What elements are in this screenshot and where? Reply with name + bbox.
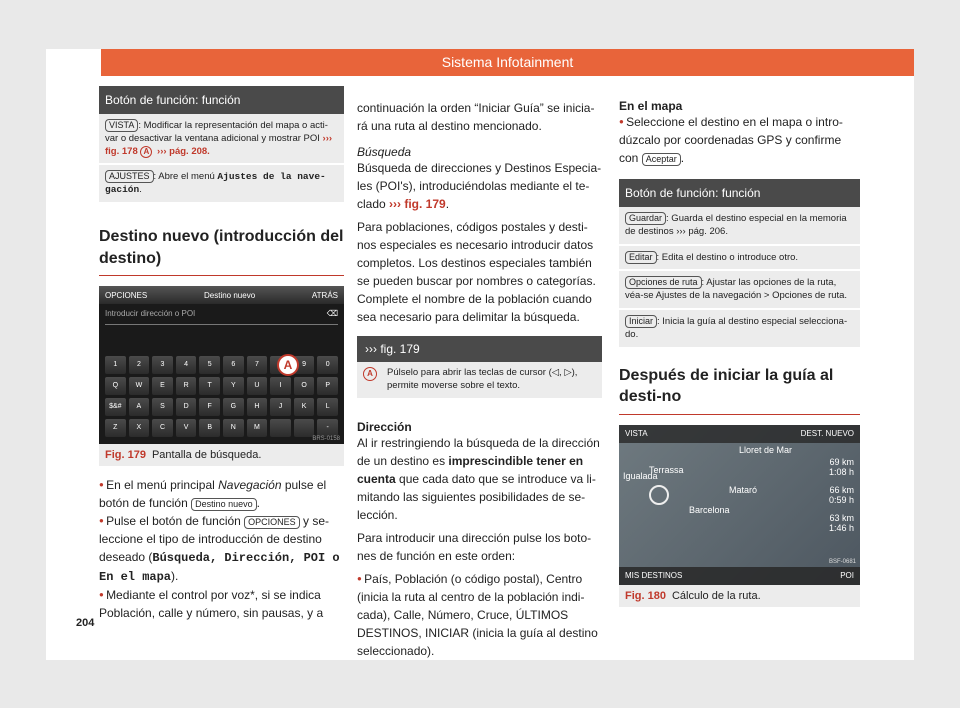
key-31[interactable]: X (129, 419, 150, 437)
key-36[interactable]: M (247, 419, 268, 437)
text: y se-leccione el tipo de introducción de destino deseado ( (99, 514, 330, 565)
text-em: Navegación (218, 478, 282, 493)
fig-ref[interactable]: ››› fig. 178 (105, 132, 333, 157)
text: Búsqueda de direcciones y Destinos Especia-les (POI's), introduciéndolas mediante el te-clado (357, 161, 602, 211)
key-39[interactable]: - (317, 419, 338, 437)
function-text: : Inicia la guía al destino especial selecciona-do. (625, 316, 848, 340)
map-top-bar (619, 425, 860, 443)
keyboard (99, 352, 344, 441)
step-2: ● Pulse el botón de función OPCIONES y se-leccione el tipo de introducción de destino deseado (Búsqueda, Dirección, POI o En el mapa). (99, 512, 344, 586)
function-table (619, 207, 860, 349)
function-text: : Ajustar las opciones de la ruta, véa-se Ajustes de la navegación > Opciones de ruta. (625, 277, 848, 302)
function-table-title: Botón de función: función (619, 179, 860, 207)
key-ajustes: AJUSTES (105, 170, 154, 183)
map-place-label: Igualada (623, 470, 658, 481)
route-time: 1:08 (828, 466, 847, 477)
key-24[interactable]: F (199, 398, 220, 416)
fig-ref-row (357, 362, 602, 398)
text-bold: imprescindible tener en cuenta (357, 453, 584, 486)
new-destination-button[interactable]: DEST. NUEVO (800, 429, 854, 439)
key-10[interactable]: Q (105, 377, 126, 395)
function-text: : Modificar la representación del mapa o acti-var o desactivar la ventana adicional y mostrar POI (105, 120, 328, 144)
function-key: Iniciar (625, 315, 657, 328)
caption-text: Cálculo de la ruta. (671, 589, 761, 602)
key-9[interactable]: 0 (317, 356, 338, 374)
step-map: ● Seleccione el destino en el mapa o intro-dúzcalo por coordenadas GPS y confirme con Aceptar . (619, 113, 860, 167)
fig-ref-text: Púlselo para abrir las teclas de cursor (◁, ▷), permite moverse sobre el texto. (387, 367, 578, 391)
key-37[interactable] (270, 419, 291, 437)
manual-page (46, 49, 914, 660)
figure-179 (99, 286, 344, 444)
paragraph: Para introducir una dirección pulse los boto-nes de función en este orden: (357, 530, 592, 563)
fig-ref[interactable]: ››› fig. 179 (389, 197, 446, 211)
section-heading: Después de iniciar la guía al desti-no (619, 365, 860, 415)
key-18[interactable]: O (294, 377, 315, 395)
location-marker-icon (649, 485, 669, 505)
paragraph: continuación la orden “Iniciar Guía” se inicia-rá una ruta al destino mencionado. (357, 101, 595, 133)
key-2[interactable]: 3 (152, 356, 173, 374)
key-26[interactable]: H (247, 398, 268, 416)
key-21[interactable]: A (129, 398, 150, 416)
section-header: Sistema Infotainment (101, 49, 914, 76)
caption-text: Pantalla de búsqueda. (151, 449, 262, 462)
search-input[interactable] (105, 309, 338, 325)
key-16[interactable]: U (247, 377, 268, 395)
key-3[interactable]: 4 (176, 356, 197, 374)
column-3 (619, 99, 860, 607)
step-1: ● En el menú principal Navegación pulse el botón de función Destino nuevo . (99, 476, 344, 512)
route-km: 63 (829, 512, 840, 523)
route-option[interactable]: 63 km 1:46 h (828, 512, 854, 533)
paragraph (357, 434, 602, 524)
screen-title: Destino nuevo (204, 290, 256, 300)
option-list: Búsqueda, Dirección, POI o En el mapa (99, 551, 340, 585)
function-row (619, 246, 860, 272)
fig-ref-table-title: ››› fig. 179 (357, 336, 602, 362)
backspace-icon[interactable]: ⌫ (326, 309, 338, 319)
view-button[interactable]: VISTA (625, 429, 648, 439)
section-heading: Destino nuevo (introducción del destino) (99, 226, 344, 276)
text: Seleccione el destino en el mapa o intro-dúzcalo por coordenadas GPS y confirme con (619, 115, 843, 165)
input-placeholder: Introducir dirección o POI (105, 309, 196, 319)
subheading-mapa: En el mapa (619, 99, 683, 113)
route-time: 0:59 (828, 494, 847, 505)
column-2 (357, 99, 602, 660)
map-place-label: Terrassa (649, 464, 684, 475)
my-destinations-button[interactable]: MIS DESTINOS (625, 571, 683, 581)
callout-a-icon: A (140, 146, 152, 158)
function-key: Guardar (625, 212, 666, 225)
function-row-vista (99, 114, 344, 165)
key-6[interactable]: 7 (247, 356, 268, 374)
figure-code: BRS-0158 (312, 436, 340, 443)
route-options (790, 457, 854, 541)
key-27[interactable]: J (270, 398, 291, 416)
key-vista: VISTA (105, 119, 138, 132)
subheading-direccion: Dirección (357, 419, 412, 434)
key-4[interactable]: 5 (199, 356, 220, 374)
step-3: ● Mediante el control por voz*, si se indica Población, calle y número, sin pausas, y a (99, 586, 344, 622)
route-km: 66 (829, 484, 840, 495)
callout-a-marker: A (277, 354, 299, 376)
key-12[interactable]: E (152, 377, 173, 395)
route-km: 69 (829, 456, 840, 467)
map-bottom-bar (619, 567, 860, 585)
paragraph: Búsqueda de direcciones y Destinos Especia-les (POI's), introduciéndolas mediante el te-clado ››› fig. 179. (357, 161, 602, 211)
function-row (619, 271, 860, 310)
figure-caption (99, 444, 344, 466)
function-key: Opciones de ruta (625, 276, 702, 289)
function-row (619, 310, 860, 349)
map-place-label: Mataró (729, 484, 758, 495)
function-row (619, 207, 860, 246)
key-15[interactable]: Y (223, 377, 244, 395)
key-34[interactable]: B (199, 419, 220, 437)
key-11[interactable]: W (129, 377, 150, 395)
function-text: : Edita el destino o introduce otro. (656, 251, 799, 263)
key-14[interactable]: T (199, 377, 220, 395)
options-button[interactable]: OPCIONES (105, 290, 148, 300)
key-19[interactable]: P (317, 377, 338, 395)
key-25[interactable]: G (223, 398, 244, 416)
key-13[interactable]: R (176, 377, 197, 395)
caption-label: Fig. 179 (105, 449, 146, 462)
menu-path: Ajustes de la nave-gación (105, 171, 326, 196)
back-button[interactable]: ATRÁS (311, 290, 338, 300)
function-text-end: . (139, 184, 142, 196)
key-28[interactable]: K (294, 398, 315, 416)
key-32[interactable]: C (152, 419, 173, 437)
function-table-title: Botón de función: función (99, 86, 344, 114)
key-38[interactable] (294, 419, 315, 437)
key-8[interactable]: 9 (294, 356, 315, 374)
text: pulse el botón de función (99, 478, 327, 511)
caption-label: Fig. 180 (625, 589, 666, 602)
function-text: : Abre el menú (153, 171, 218, 183)
subheading-busqueda: Búsqueda (357, 145, 412, 159)
function-text: : Guarda el destino especial en la memoria de destinos ››› pág. 206. (625, 213, 847, 237)
key-23[interactable]: D (176, 398, 197, 416)
key-22[interactable]: S (152, 398, 173, 416)
key-20[interactable]: $&# (105, 398, 126, 416)
map-place-label: Lloret de Mar (739, 444, 793, 455)
figure-180 (619, 425, 860, 585)
route-option[interactable]: 69 km 1:08 h (828, 456, 854, 477)
key-35[interactable]: N (223, 419, 244, 437)
key-opciones: OPCIONES (244, 516, 300, 529)
function-key: Editar (625, 251, 657, 264)
key-destino-nuevo: Destino nuevo (191, 498, 257, 511)
text: Pulse el botón de función (106, 514, 245, 529)
text: que cada dato que se introduce va li-mitando las siguientes posibilidades de se-lección. (357, 471, 596, 522)
function-row-ajustes (99, 165, 344, 204)
suggestion-area (99, 330, 344, 352)
screen-top-bar (99, 286, 344, 304)
route-option[interactable]: 66 km 0:59 h (828, 484, 854, 505)
figure-caption (619, 585, 860, 607)
key-5[interactable]: 6 (223, 356, 244, 374)
key-29[interactable]: L (317, 398, 338, 416)
step-list: ● País, Población (o código postal), Centro (inicia la ruta al centro de la población indi-cada), Calle, Número, Cruce, ÚLTIMOS DESTINOS, INICIAR (inicia la guía al destino seleccionado). (357, 570, 602, 660)
map-place-label: Barcelona (689, 504, 730, 515)
column-1 (99, 86, 344, 622)
key-0[interactable]: 1 (105, 356, 126, 374)
key-17[interactable]: I (270, 377, 291, 395)
poi-button[interactable]: POI (840, 571, 854, 581)
key-1[interactable]: 2 (129, 356, 150, 374)
text: Al ir restringiendo la búsqueda de la dirección de un destino es (357, 435, 600, 468)
callout-a-icon: A (363, 367, 377, 381)
text: En el menú principal (106, 478, 219, 493)
key-aceptar: Aceptar (642, 153, 681, 166)
key-30[interactable]: Z (105, 419, 126, 437)
page-ref[interactable]: ››› pág. 208. (157, 145, 210, 157)
route-time: 1:46 (828, 522, 847, 533)
paragraph: Para poblaciones, códigos postales y desti-nos especiales es necesario introducir datos completos. Los destinos especiales también se pueden buscar por nombres o categorías. Complete el nombre de la población cuando sea necesario para delimitar la búsqueda. (357, 220, 596, 324)
figure-code: BSF-0681 (828, 558, 856, 565)
page-number: 204 (76, 617, 95, 629)
key-33[interactable]: V (176, 419, 197, 437)
